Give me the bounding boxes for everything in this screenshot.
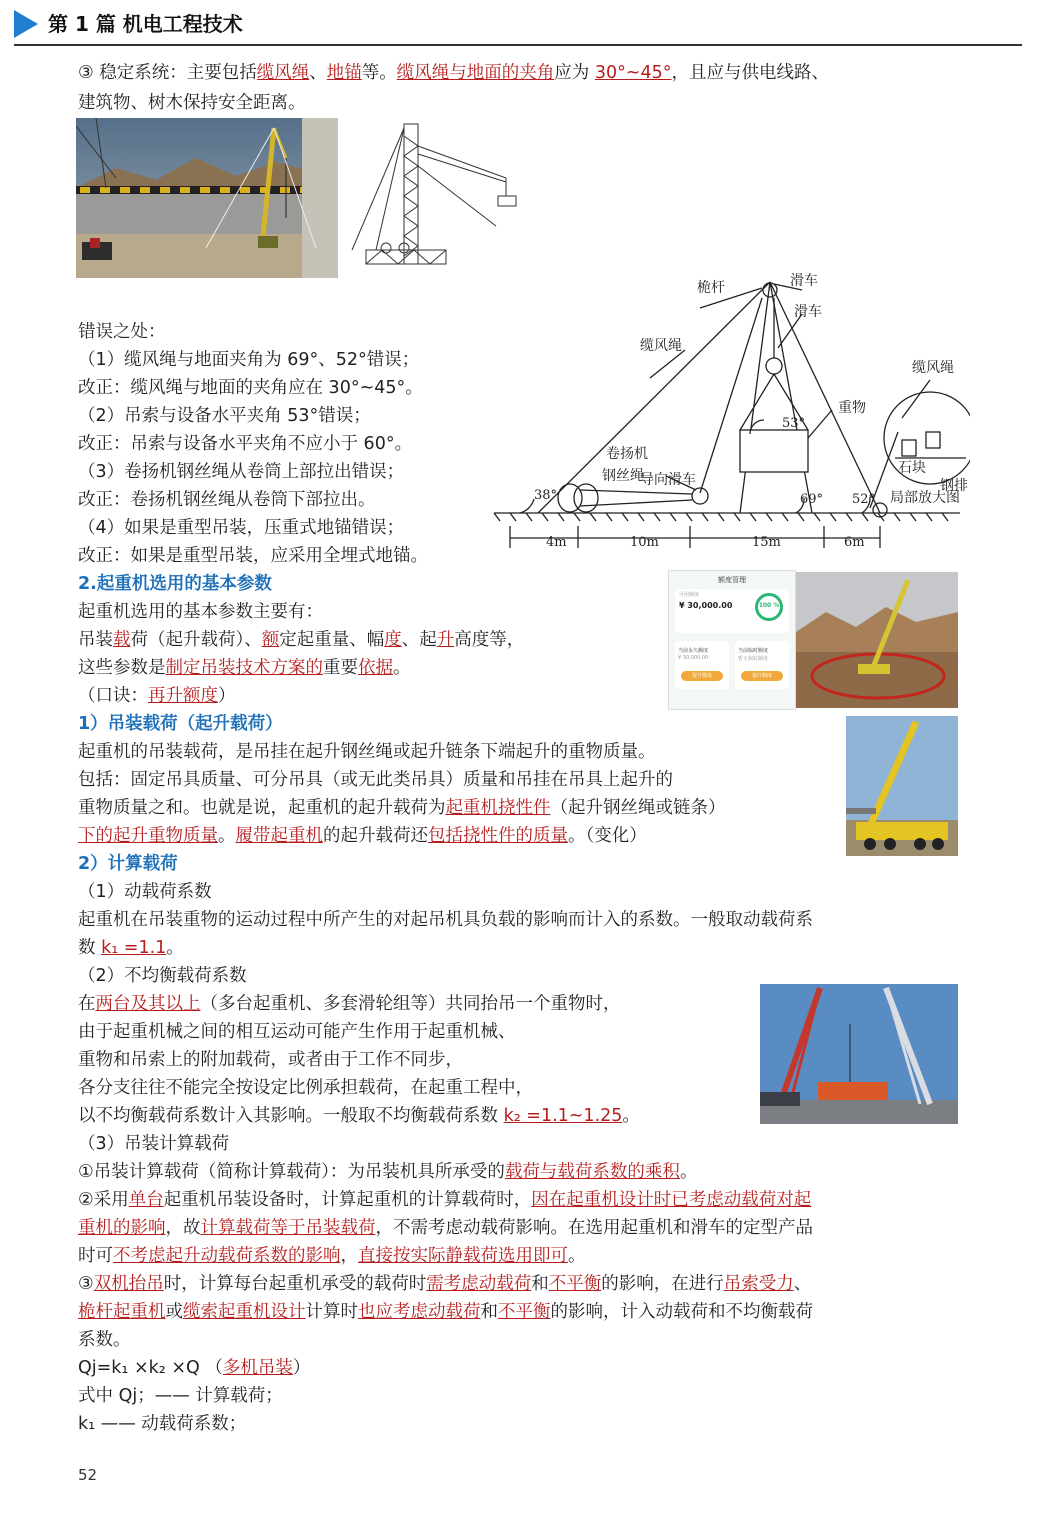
text-run: 重物和吊索上的附加载荷，或者由于工作不同步， [78,1050,463,1070]
underlined-keyword: 包括挠性件的质量 [428,826,568,846]
text-run: ，且应与供电线路、 [671,63,830,83]
text-run: 建筑物、树木保持安全距离。 [78,93,306,113]
underlined-keyword: 因在起重机设计时已考虑动载荷对起 [531,1190,812,1210]
underlined-keyword: 计算载荷等于吊装载荷 [200,1218,376,1238]
text-run: 起重机选用的基本参数主要有： [78,602,323,622]
text-run: 定起重量、幅 [279,630,385,650]
underlined-keyword: 升 [436,630,455,650]
text-run: 的起升载荷还 [323,826,428,846]
text-run: ③ [78,1274,94,1294]
dual-crane-photo [760,984,958,1124]
text-run: 荷（起升载荷）、 [130,630,262,650]
underlined-keyword: 30°~45° [594,63,672,83]
calc-p4a [78,1274,811,1294]
underlined-keyword: 起重机挠性件 [445,798,551,818]
label-guide-pulley: 导向滑车 [640,472,696,488]
text-run: 由于起重机械之间的相互运动可能产生作用于起重机械、 [78,1022,516,1042]
calc-sub-3: （3）吊装计算载荷 [78,1134,230,1154]
load-line-2 [78,770,673,790]
underlined-keyword: 制定吊装技术方案的 [165,658,323,678]
calc-p2b [78,1022,516,1042]
text-run: ，不需考虑动载荷影响。在选用起重机和滑车的定型产品 [375,1218,813,1238]
dim-4m: 4m [546,535,567,550]
underlined-keyword: 缆风绳与地面的夹角 [396,63,555,83]
section-2-line-2 [78,630,524,650]
text-run: 的影响，在进行 [601,1274,724,1294]
load-title: 1）吊装载荷（起升载荷） [78,714,283,734]
dim-6m: 6m [844,535,865,550]
errors-line-3: （2）吊索与设备水平夹角 53°错误； [78,406,371,426]
app-raise-button-1[interactable]: 提升额度 [681,671,723,681]
label-pulley-1: 滑车 [790,273,818,289]
errors-line-1: （1）缆风绳与地面夹角为 69°、52°错误； [78,350,420,370]
label-guy-right: 缆风绳 [912,360,954,376]
text-run: 各分支往往不能完全按设定比例承担载荷，在起重工程中， [78,1078,533,1098]
calc-p2d [78,1078,533,1098]
underlined-keyword: 桅杆起重机 [78,1302,166,1322]
underlined-keyword: 再升额度 [148,686,218,706]
text-run: k₁ —— 动载荷系数； [78,1414,247,1434]
text-run: 起重机吊装设备时，计算起重机的计算载荷时， [163,1190,532,1210]
calc-p1b [78,938,184,958]
angle-38: 38° [534,488,558,503]
app-note: 可用额度 [679,592,700,598]
calc-p4b [78,1302,813,1322]
calc-sub-2: （2）不均衡载荷系数 [78,966,247,986]
label-stone: 石块 [898,460,926,476]
section-2-line-3 [78,658,411,678]
calc-p1 [78,910,813,930]
underlined-keyword: 双机抬吊 [93,1274,164,1294]
formula-where-k1 [78,1414,246,1434]
calc-p2e [78,1106,640,1126]
label-steel-bar: 钢排 [940,478,968,494]
section-2-line-1 [78,602,323,622]
label-detail: 局部放大图 [890,490,960,506]
text-run: 包括：固定吊具质量、可分吊具（或无此类吊具）质量和吊挂在吊具上起升的 [78,770,673,790]
text-run: 。 [622,1106,640,1126]
label-winch: 卷扬机 [606,446,648,462]
errors-line-5: （3）卷扬机钢丝绳从卷筒上部拉出错误； [78,462,405,482]
load-line-3 [78,798,726,818]
text-run: 。 [166,938,184,958]
text-run: 起重机的吊装载荷，是吊挂在起升钢丝绳或起升链条下端起升的重物质量。 [78,742,656,762]
text-run: 在 [78,994,96,1014]
underlined-keyword: 载 [113,630,131,650]
stability-line-2 [78,93,306,113]
header-rule [14,44,1022,46]
angle-69: 69° [800,492,824,507]
text-run: 数 [78,938,102,958]
text-run: 。 [568,1246,586,1266]
text-run: 式中 Qj；—— 计算载荷； [78,1386,283,1406]
text-run: 计算时 [305,1302,358,1322]
text-run: 。 [679,1162,698,1182]
page-number: 52 [78,1466,98,1484]
angle-53: 53° [782,416,806,431]
formula-line [78,1358,310,1378]
text-run: 系数。 [78,1330,131,1350]
errors-line-6: 改正：卷扬机钢丝绳从卷筒下部拉出。 [78,490,376,510]
underlined-keyword: 吊索受力 [723,1274,794,1294]
underlined-keyword: 需考虑动载荷 [426,1274,532,1294]
text-run: 、起 [401,630,437,650]
text-run: 重要 [323,658,358,678]
formula-where-qj [78,1386,283,1406]
underlined-keyword: 也应考虑动载荷 [358,1302,481,1322]
guy-rope-diagram [490,268,970,553]
text-run: （多台起重机、多套滑轮组等）共同抬吊一个重物时， [200,994,621,1014]
label-wire-rope: 钢丝绳 [602,468,644,484]
text-run: 、 [309,63,327,83]
app-percent: 100 % [758,602,780,609]
calc-p2a [78,994,621,1014]
mast-crane-drawing [346,116,522,274]
header-arrow-icon [14,10,38,38]
underlined-keyword: 额 [261,630,280,650]
underlined-keyword: 载荷与载荷系数的乘积 [504,1162,680,1182]
app-amount: ¥ 30,000.00 [679,601,733,610]
label-guy-left: 缆风绳 [640,338,682,354]
text-run: 时可 [78,1246,113,1266]
underlined-keyword: 依据 [358,658,393,678]
text-run: 、 [793,1274,812,1294]
text-run: 应为 [554,63,595,83]
text-run: 的影响，计入动载荷和不均衡载荷 [550,1302,813,1322]
text-run: ③ 稳定系统：主要包括 [78,63,257,83]
underlined-keyword: 不平衡 [498,1302,551,1322]
text-run: （起升钢丝绳或链条） [550,798,726,818]
underlined-keyword: 不平衡 [548,1274,602,1294]
text-run: 和 [480,1302,498,1322]
text-run: ） [292,1358,311,1378]
text-run: 重物质量之和。也就是说，起重机的起升载荷为 [78,798,446,818]
text-run: 这些参数是 [78,658,166,678]
text-run: 吊装 [78,630,113,650]
app-left-value: ¥ 30,000.00 [678,655,709,661]
underlined-keyword: 重机的影响 [78,1218,166,1238]
text-run: 和 [531,1274,549,1294]
underlined-keyword: k₁ =1.1 [101,938,167,958]
app-left-label: 当前永久额度 [678,648,709,654]
errors-line-2: 改正：缆风绳与地面的夹角应在 30°~45°。 [78,378,423,398]
label-load: 重物 [838,400,866,416]
errors-line-8: 改正：如果是重型吊装，应采用全埋式地锚。 [78,546,428,566]
label-pulley-2: 滑车 [794,304,822,320]
underlined-keyword: 缆索起重机设计 [183,1302,306,1322]
text-run: ①吊装计算载荷（简称计算载荷）：为吊装机具所承受的 [78,1162,505,1182]
underlined-keyword: 直接按实际静载荷选用即可 [358,1246,568,1266]
load-line-4 [78,826,647,846]
app-raise-button-2[interactable]: 提升额度 [741,671,783,681]
text-run: 或 [165,1302,183,1322]
underlined-keyword: 度 [384,630,402,650]
underlined-keyword: 下的起升重物质量 [78,826,218,846]
text-run: Qj=k₁ ×k₂ ×Q （ [78,1358,223,1378]
text-run: ， [340,1246,358,1266]
text-run: 。 [393,658,411,678]
text-run: 。（变化） [568,826,647,846]
mast-crane-photo [76,118,338,278]
underlined-keyword: 单台 [128,1190,164,1210]
text-run: 。 [218,826,236,846]
calc-p2c [78,1050,463,1070]
label-mast: 桅杆 [697,280,725,296]
underlined-keyword: 履带起重机 [235,826,323,846]
calc-p3b [78,1190,811,1210]
section-2-title: 2.起重机选用的基本参数 [78,574,272,594]
text-run: ②采用 [78,1190,129,1210]
truck-crane-photo [846,716,958,856]
underlined-keyword: 两台及其以上 [95,994,201,1014]
calc-sub-1: （1）动载荷系数 [78,882,212,902]
underlined-keyword: 多机吊装 [222,1358,293,1378]
calc-title: 2）计算载荷 [78,854,178,874]
app-right-label: 当前临时额度 [738,648,769,654]
underlined-keyword: 地锚 [326,63,362,83]
header-title: 第 1 篇 机电工程技术 [48,12,243,36]
underlined-keyword: 不考虑起升动载荷系数的影响 [113,1246,341,1266]
text-run: ，故 [165,1218,201,1238]
app-right-value: 暂无临时额度 [738,656,769,662]
text-run: 以不均衡载荷系数计入其影响。一般取不均衡载荷系数 [78,1106,504,1126]
page-header [0,0,1044,46]
dim-10m: 10m [630,535,659,550]
section-2-line-4 [78,686,236,706]
text-run: （口诀： [78,686,148,706]
calc-p4c [78,1330,131,1350]
calc-p3c [78,1218,813,1238]
underlined-keyword: k₂ =1.1~1.25 [503,1106,623,1126]
crane-radius-photo [796,572,958,708]
quota-app-screenshot [668,570,796,710]
app-title: 额度管理 [718,576,746,584]
errors-title: 错误之处： [78,322,166,342]
text-run: 高度等， [454,630,525,650]
angle-52: 52° [852,492,876,507]
stability-line-1 [78,63,829,83]
text-run: ） [218,686,236,706]
calc-p3d [78,1246,586,1266]
calc-p3a [78,1162,697,1182]
errors-line-7: （4）如果是重型吊装，压重式地锚错误； [78,518,405,538]
underlined-keyword: 缆风绳 [256,63,310,83]
dim-15m: 15m [752,535,781,550]
load-line-1 [78,742,656,762]
text-run: 时，计算每台起重机承受的载荷时 [163,1274,427,1294]
errors-line-4: 改正：吊索与设备水平夹角不应小于 60°。 [78,434,413,454]
text-run: 起重机在吊装重物的运动过程中所产生的对起吊机具负载的影响而计入的系数。一般取动载荷系 [78,910,813,930]
text-run: 等。 [361,63,397,83]
